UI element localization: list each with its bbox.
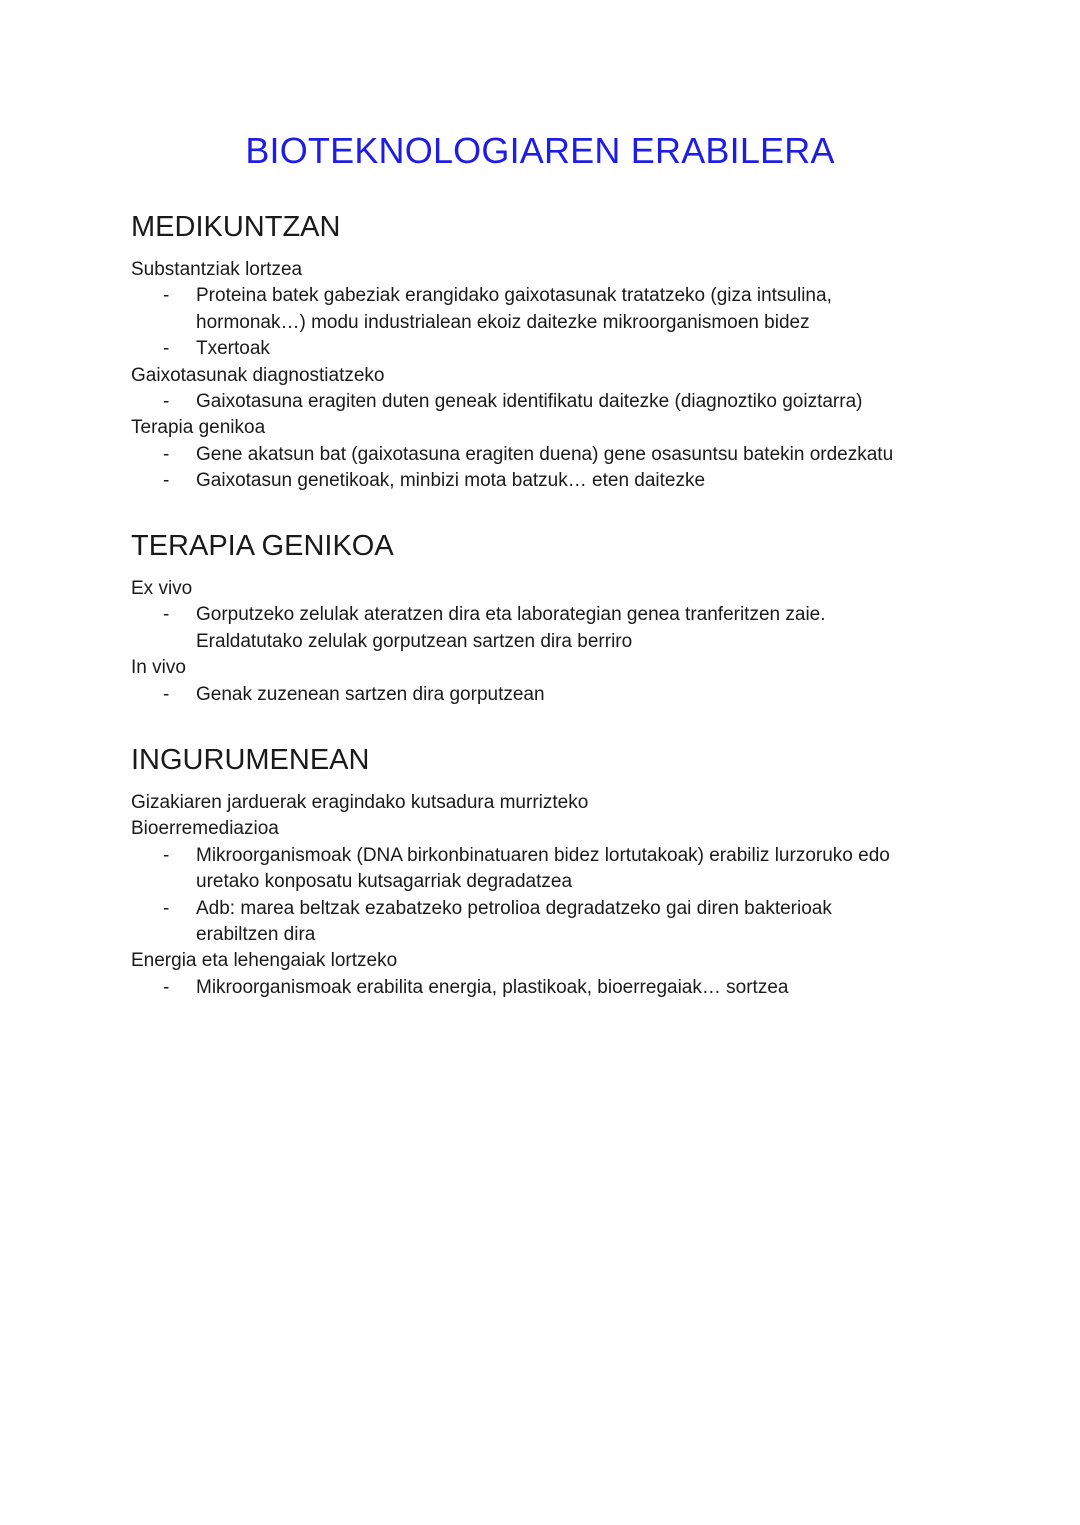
list-item [131, 843, 951, 896]
group-label: Gizakiaren jarduerak eragindako kutsadura murrizteko [131, 792, 589, 813]
list-item [131, 389, 951, 415]
bullet-dash: - [163, 604, 170, 626]
group-label: Energia eta lehengaiak lortzeko [131, 950, 398, 972]
list-item-text: Mikroorganismoak erabilita energia, plastikoak, bioerregaiak… sortzea [196, 976, 789, 998]
bullet-dash: - [163, 844, 170, 866]
group-label: Terapia genikoa [131, 417, 266, 439]
list-item-text: Adb: marea beltzak ezabatzeko petrolioa degradatzeko gai diren bakterioak erabiltzen dira [196, 897, 832, 946]
group-label: Ex vivo [131, 578, 193, 599]
section-medikuntzan [131, 209, 951, 495]
section-heading: MEDIKUNTZAN [131, 211, 341, 243]
section-terapia-genikoa [131, 528, 951, 708]
section-ingurumenean [131, 742, 951, 1001]
list-item [131, 468, 951, 494]
bullet-dash: - [163, 683, 170, 705]
list-item-text: Gene akatsun bat (gaixotasuna eragiten duena) gene osasuntsu batekin ordezkatu [196, 443, 894, 465]
bullet-dash: - [163, 285, 170, 307]
list-item [131, 602, 951, 655]
list-item-text: Gaixotasun genetikoak, minbizi mota batzuk… eten daitezke [196, 470, 706, 492]
list-item-text: Gorputzeko zelulak ateratzen dira eta laborategian genea tranferitzen zaie. Eraldatutako zelulak gorputzean sartzen dira berriro [196, 604, 826, 652]
list-item [131, 442, 951, 468]
section-heading: TERAPIA GENIKOA [131, 530, 394, 562]
bullet-dash: - [163, 897, 170, 919]
group-label: Bioerremediazioa [131, 818, 279, 840]
list-item [131, 896, 951, 949]
bullet-dash: - [163, 470, 170, 492]
list-item-text: Txertoak [196, 338, 270, 360]
document-title: BIOTEKNOLOGIAREN ERABILERA [245, 130, 835, 171]
list-item-text: Proteina batek gabeziak erangidako gaixotasunak tratatzeko (giza intsulina, hormonak…) modu industrialean ekoiz daitezke mikroorganismoen bidez [196, 285, 832, 333]
list-item [131, 283, 951, 336]
bullet-dash: - [163, 443, 170, 465]
list-item [131, 975, 951, 1001]
bullet-dash: - [163, 338, 170, 360]
list-item [131, 682, 951, 708]
list-item-text: Genak zuzenean sartzen dira gorputzean [196, 683, 545, 705]
group-label: Gaixotasunak diagnostiatzeko [131, 364, 385, 386]
list-item [131, 336, 951, 362]
group-label: In vivo [131, 657, 186, 679]
bullet-dash: - [163, 976, 170, 998]
bullet-dash: - [163, 391, 170, 413]
section-heading: INGURUMENEAN [131, 744, 370, 776]
list-item-text: Mikroorganismoak (DNA birkonbinatuaren bidez lortutakoak) erabiliz lurzoruko edo uretako konposatu kutsagarriak degradatzea [196, 844, 890, 893]
list-item-text: Gaixotasuna eragiten duten geneak identifikatu daitezke (diagnoztiko goiztarra) [196, 391, 863, 413]
group-label: Substantziak lortzea [131, 259, 303, 280]
